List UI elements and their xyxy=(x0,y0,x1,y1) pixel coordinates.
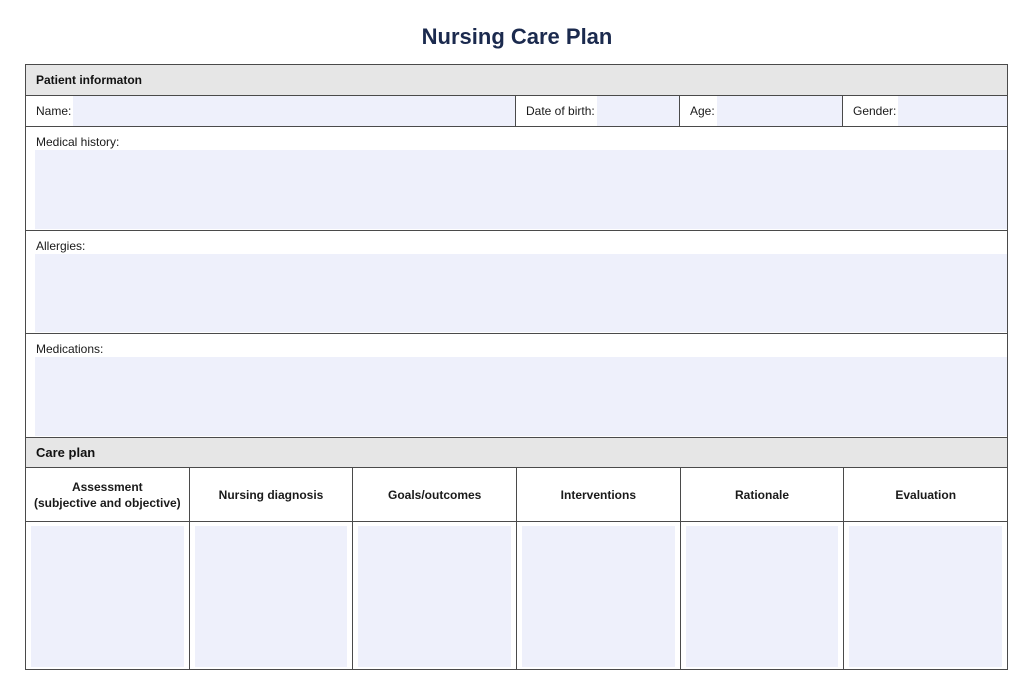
name-label: Name: xyxy=(26,104,73,118)
assessment-column xyxy=(26,522,190,669)
gender-field[interactable] xyxy=(898,96,1007,126)
patient-info-row xyxy=(26,96,1007,127)
medications-label: Medications: xyxy=(36,342,104,356)
interventions-header-label: Interventions xyxy=(560,487,637,502)
rationale-header-label: Rationale xyxy=(735,487,790,502)
medical-history-label: Medical history: xyxy=(36,135,120,149)
interventions-column xyxy=(517,522,681,669)
age-field[interactable] xyxy=(717,96,842,126)
interventions-field[interactable] xyxy=(522,526,675,667)
care-plan-header xyxy=(26,437,1007,468)
dob-cell xyxy=(516,96,680,126)
allergies-label: Allergies: xyxy=(36,239,86,253)
dob-field[interactable] xyxy=(597,96,679,126)
evaluation-column-header xyxy=(844,468,1007,521)
age-label: Age: xyxy=(680,104,717,118)
care-plan-column-headers xyxy=(26,468,1007,522)
goals-outcomes-field[interactable] xyxy=(358,526,511,667)
medications-field[interactable] xyxy=(35,357,1007,436)
nursing-diagnosis-column-header xyxy=(190,468,354,521)
dob-label: Date of birth: xyxy=(516,104,597,118)
goals-outcomes-column xyxy=(353,522,517,669)
nursing-diagnosis-header-label: Nursing diagnosis xyxy=(218,487,324,502)
assessment-header-label: Assessment (subjective and objective) xyxy=(33,479,181,510)
evaluation-column xyxy=(844,522,1007,669)
name-cell xyxy=(26,96,516,126)
gender-label: Gender: xyxy=(843,104,898,118)
name-field[interactable] xyxy=(73,96,515,126)
rationale-column xyxy=(681,522,845,669)
assessment-field[interactable] xyxy=(31,526,184,667)
interventions-column-header xyxy=(517,468,681,521)
goals-outcomes-column-header xyxy=(353,468,517,521)
nursing-diagnosis-field[interactable] xyxy=(195,526,348,667)
allergies-field[interactable] xyxy=(35,254,1007,332)
patient-info-header-label: Patient informaton xyxy=(36,73,143,87)
age-cell xyxy=(680,96,843,126)
gender-cell xyxy=(843,96,1007,126)
rationale-column-header xyxy=(681,468,845,521)
evaluation-header-label: Evaluation xyxy=(895,487,957,502)
goals-outcomes-header-label: Goals/outcomes xyxy=(388,487,482,502)
allergies-block xyxy=(26,231,1007,334)
care-plan-body xyxy=(26,522,1007,669)
patient-info-header xyxy=(26,65,1007,96)
page-title: Nursing Care Plan xyxy=(421,24,613,49)
rationale-field[interactable] xyxy=(686,526,839,667)
care-plan-form xyxy=(25,64,1008,670)
medical-history-block xyxy=(26,127,1007,231)
assessment-column-header xyxy=(26,468,190,521)
care-plan-header-label: Care plan xyxy=(36,445,96,460)
nursing-diagnosis-column xyxy=(190,522,354,669)
evaluation-field[interactable] xyxy=(849,526,1002,667)
medications-block xyxy=(26,334,1007,437)
medical-history-field[interactable] xyxy=(35,150,1007,229)
